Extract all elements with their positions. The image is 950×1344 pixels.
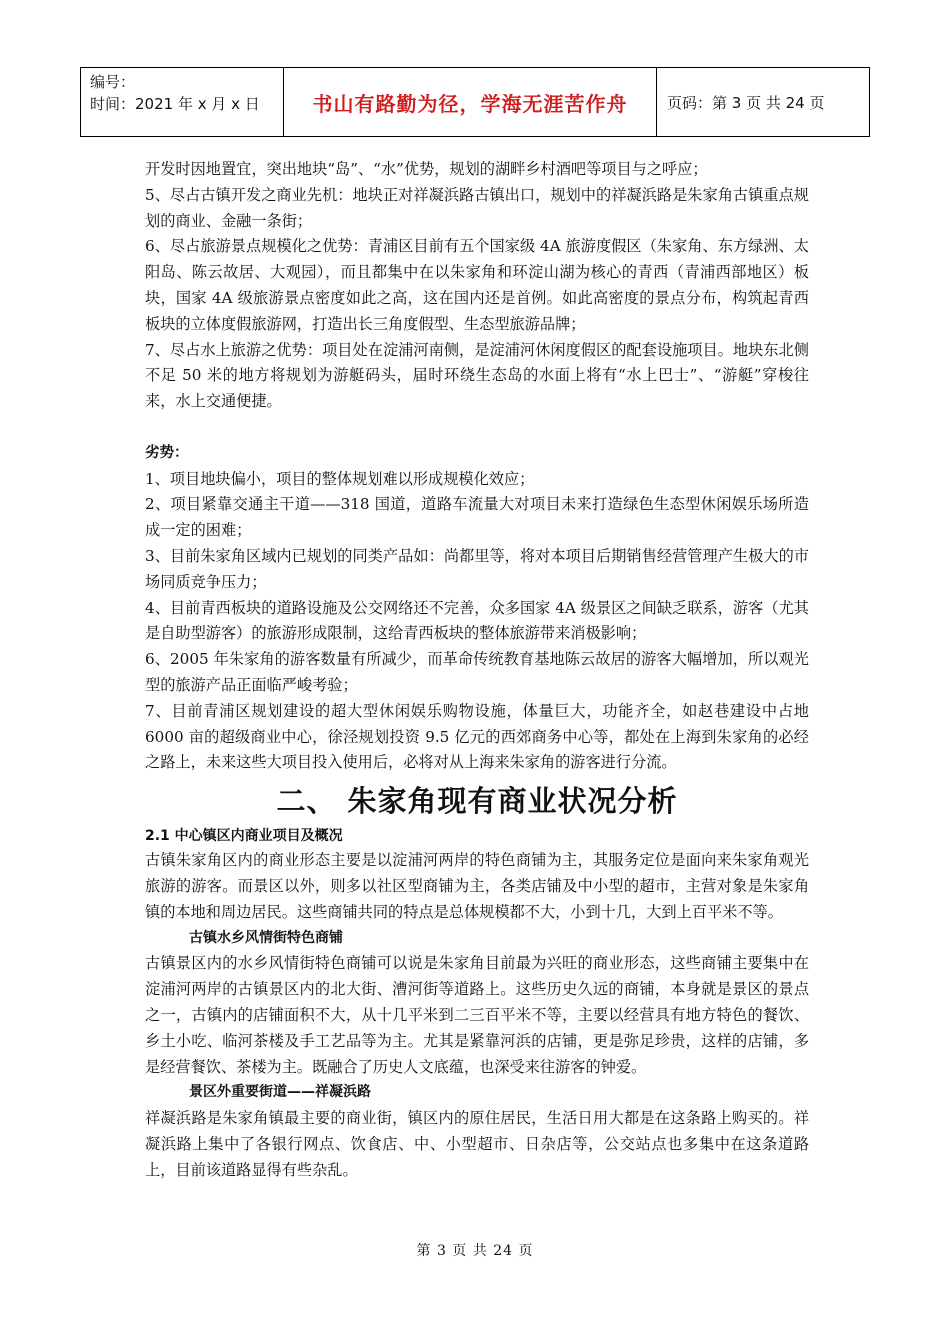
paragraph: 古镇景区内的水乡风情街特色商铺可以说是朱家角目前最为兴旺的商业形态，这些商铺主要集中在淀浦河两岸的古镇景区内的北大街、漕河街等道路上。这些历史久远的商铺，本身就是景区的景点之一，古镇内的店铺面积不大，从十几平米到二三百平米不等，主要以经营具有地方特色的餐饮、乡土小吃、临河茶楼及手工艺品等为主。尤其是紧靠河浜的店铺，更是弥足珍贵，这样的店铺，多是经营餐饮、茶楼为主。既融合了历史人文底蕴，也深受来往游客的钟爱。 [145,954,809,1076]
header-page-label: 页码：第 3 页 共 24 页 [667,93,825,112]
section-title: 二、 朱家角现有商业状况分析 [276,784,678,819]
document-body [145,157,809,1183]
paragraph: 5、尽占古镇开发之商业先机：地块正对祥凝浜路古镇出口，规划中的祥凝浜路是朱家角古镇重点规划的商业、金融一条街； [145,185,809,230]
paragraph: 开发时因地置宜，突出地块“岛”、“水”优势，规划的湖畔乡村酒吧等项目与之呼应； [145,160,708,178]
number-label: 编号： [90,73,136,91]
header-motto: 书山有路勤为径，学海无涯苦作舟 [284,68,657,136]
list-item: 3、目前朱家角区域内已规划的同类产品如：尚都里等，将对本项目后期销售经营管理产生极大的市场同质竞争压力； [145,546,809,591]
list-item: 7、目前青浦区规划建设的超大型休闲娱乐购物设施，体量巨大，功能齐全，如赵巷建设中占地 6000 亩的超级商业中心，徐泾规划投资 9.5 亿元的西郊商务中心等，都处在上海到朱家角的必经之路上，未来这些大项目投入使用后，必将对从上海来朱家角的游客进行分流。 [145,701,809,772]
paragraph: 6、尽占旅游景点规模化之优势：青浦区目前有五个国家级 4A 旅游度假区（朱家角、东方绿洲、太阳岛、陈云故居、大观园），而且都集中在以朱家角和环淀山湖为核心的青西（青浦西部地区）板块，国家 4A 级旅游景点密度如此之高，这在国内还是首例。如此高密度的景点分布，构筑起青西板块的立体度假旅游网，打造出长三角度假型、生态型旅游品牌； [145,237,809,333]
header-meta [81,68,284,136]
paragraph: 7、尽占水上旅游之优势：项目处在淀浦河南侧，是淀浦河休闲度假区的配套设施项目。地块东北侧不足 50 米的地方将规划为游艇码头，届时环绕生态岛的水面上将有“水上巴士”、“游艇”穿梭往来，水上交通便捷。 [145,340,809,411]
spacer [145,415,809,441]
page-footer: 第 3 页 共 24 页 [416,1243,534,1259]
paragraph: 祥凝浜路是朱家角镇最主要的商业街，镇区内的原住居民，生活日用大都是在这条路上购买的。祥凝浜路上集中了各银行网点、饮食店、中、小型超市、日杂店等，公交站点也多集中在这条道路上，目前该道路显得有些杂乱。 [145,1109,809,1179]
page-header [80,67,870,137]
list-item: 2、项目紧靠交通主干道——318 国道，道路车流量大对项目未来打造绿色生态型休闲娱乐场所造成一定的困难； [145,495,809,540]
subheading: 景区外重要街道——祥凝浜路 [189,1084,371,1101]
list-item: 6、2005 年朱家角的游客数量有所减少，而革命传统教育基地陈云故居的游客大幅增加，所以观光型的旅游产品正面临严峻考验； [145,650,809,694]
subsection-title: 2.1 中心镇区内商业项目及概况 [145,828,343,845]
list-item: 4、目前青西板块的道路设施及公交网络还不完善，众多国家 4A 级景区之间缺乏联系，游客（尤其是自助型游客）的旅游形成限制，这给青西板块的整体旅游带来消极影响； [145,598,809,643]
paragraph: 古镇朱家角区内的商业形态主要是以淀浦河两岸的特色商铺为主，其服务定位是面向来朱家角观光旅游的游客。而景区以外，则多以社区型商铺为主，各类店铺及中小型的超市，主营对象是朱家角镇的本地和周边居民。这些商铺共同的特点是总体规模都不大，小到十几，大到上百平米不等。 [145,851,809,921]
weakness-heading: 劣势： [145,444,189,461]
date-label: 时间：2021 年 x 月 x 日 [90,95,260,113]
list-item: 1、项目地块偏小，项目的整体规划难以形成规模化效应； [145,469,535,488]
subheading: 古镇水乡风情街特色商铺 [189,929,343,946]
